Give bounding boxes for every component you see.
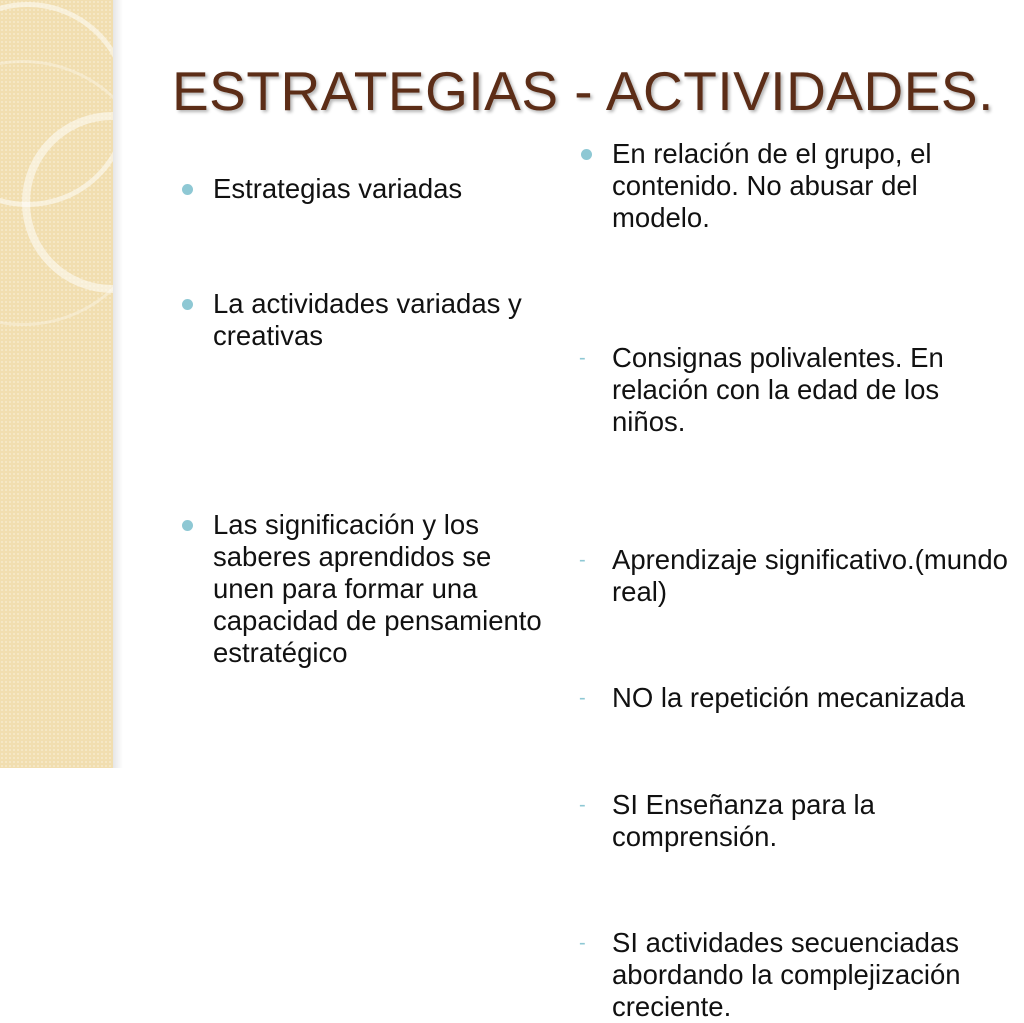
list-item-text: SI actividades secuenciadas abordando la complejización creciente. [612, 927, 961, 1022]
dash-bullet-icon: - [579, 347, 586, 369]
dash-bullet-icon: - [579, 932, 586, 954]
list-item-text: Estrategias variadas [213, 173, 463, 204]
list-item-text: NO la repetición mecanizada [612, 682, 966, 713]
list-item [579, 544, 1012, 608]
bullet-icon [182, 184, 193, 195]
bullet-icon [581, 149, 592, 160]
bullet-icon [182, 299, 193, 310]
slide-title: ESTRATEGIAS - ACTIVIDADES. [172, 60, 994, 122]
list-item-text: Aprendizaje significativo.(mundo real) [612, 544, 1008, 607]
list-item [579, 789, 1012, 853]
list-item [579, 342, 1012, 438]
side-band-shadow [113, 0, 123, 768]
list-item [213, 288, 573, 352]
list-item-text: Las significación y los saberes aprendidos se unen para formar una capacidad de pensamiento estratégico [213, 509, 542, 668]
list-item-text: Consignas polivalentes. En relación con la edad de los niños. [612, 342, 944, 437]
list-item [213, 173, 573, 205]
left-bullet-list [213, 0, 573, 668]
list-item-text: SI Enseñanza para la comprensión. [612, 789, 875, 852]
list-item [579, 927, 1012, 1023]
list-item [579, 682, 1012, 714]
dash-bullet-icon: - [579, 549, 586, 571]
dash-bullet-icon: - [579, 794, 586, 816]
list-item-text: En relación de el grupo, el contenido. No abusar del modelo. [612, 138, 932, 233]
list-item [213, 509, 558, 669]
dash-bullet-icon: - [579, 687, 586, 709]
bullet-icon [182, 520, 193, 531]
list-item-text: La actividades variadas y creativas [213, 288, 522, 351]
decorative-side-band [0, 0, 113, 768]
list-item [612, 138, 1012, 234]
